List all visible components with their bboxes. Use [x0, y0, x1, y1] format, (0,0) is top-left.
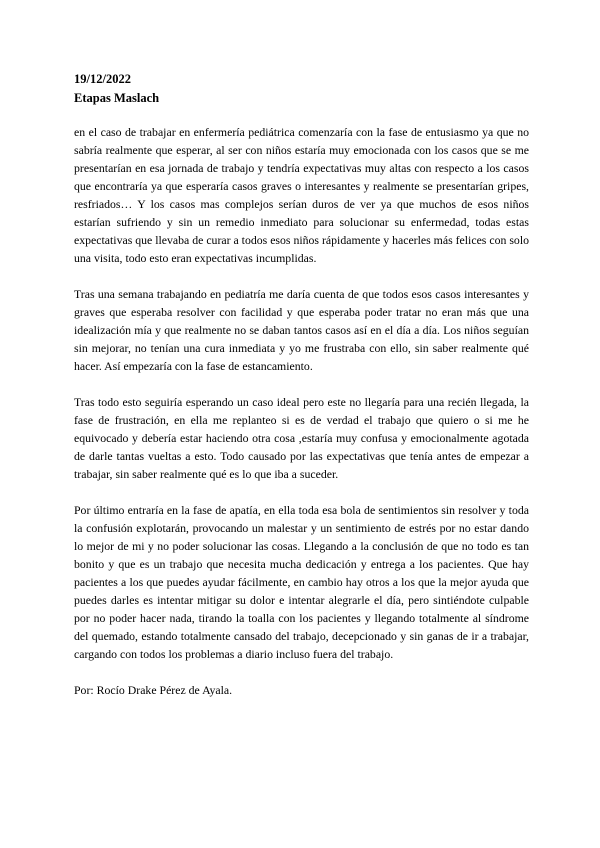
document-title: Etapas Maslach: [74, 91, 160, 105]
paragraph-apatia: Por último entraría en la fase de apatía, en ella toda esa bola de sentimientos sin resolver y toda la confusión explotarán, provocando un malestar y un sentimiento de estrés por no estar dando lo mejor de mi y no poder solucionar las cosas. Llegando a la conclusión de que no todo es tan bonito y que es un trabajo que necesita mucha dedicación y entrega a los pacientes. Que hay pacientes a los que puedes ayudar fácilmente, en cambio hay otros a los que la mejor ayuda que puedes darles es intentar mitigar su dolor e intentar alegrarle el día, pero sintiéndote culpable por no poder hacer nada, tirando la toalla con los pacientes y llegando totalmente al síndrome del quemado, estando totalmente cansado del trabajo, decepcionado y sin ganas de ir a trabajar, cargando con todos los problemas a diario incluso fuera del trabajo.: [74, 503, 529, 661]
paragraph-entusiasmo: en el caso de trabajar en enfermería pediátrica comenzaría con la fase de entusiasmo ya que no sabría realmente que esperar, al ser con niños estaría muy emocionada con los casos que se me presentarían en esa jornada de trabajo y tendría expectativas muy altas con respecto a los casos que encontraría ya que esperaría casos graves o interesantes y realmente se presentarían gripes, resfriados… Y los casos mas complejos serían duros de ver ya que muchos de esos niños estarían sufriendo y sin un remedio inmediato para solucionar su enfermedad, todas estas expectativas que llevaba de curar a todos esos niños rápidamente y hacerles más felices con solo una visita, todo esto eran expectativas incumplidas.: [74, 125, 529, 265]
document-body: [74, 123, 529, 711]
paragraph-estancamiento: Tras una semana trabajando en pediatría me daría cuenta de que todos esos casos interesantes y graves que esperaba resolver con facilidad y que esperaba poder tratar no eran más que una idealización mía y que realmente no se daban tantos casos así en el día a día. Los niños seguían sin mejorar, no tenían una cura inmediata y yo me frustraba con ello, sin saber realmente qué hacer. Así empezaría con la fase de estancamiento.: [74, 287, 529, 373]
document-date: 19/12/2022: [74, 72, 131, 86]
document-header: [74, 70, 534, 108]
paragraph-frustracion: Tras todo esto seguiría esperando un caso ideal pero este no llegaría para una recién llegada, la fase de frustración, en ella me replanteo si es de verdad el trabajo que quiero o si me he equivocado y debería estar haciendo otra cosa ,estaría muy confusa y emocionalmente agotada de darle tantas vueltas a esto. Todo causado por las expectativas que tenía antes de empezar a trabajar, sin saber realmente qué es lo que iba a suceder.: [74, 395, 529, 481]
author-signature: Por: Rocío Drake Pérez de Ayala.: [74, 683, 233, 697]
